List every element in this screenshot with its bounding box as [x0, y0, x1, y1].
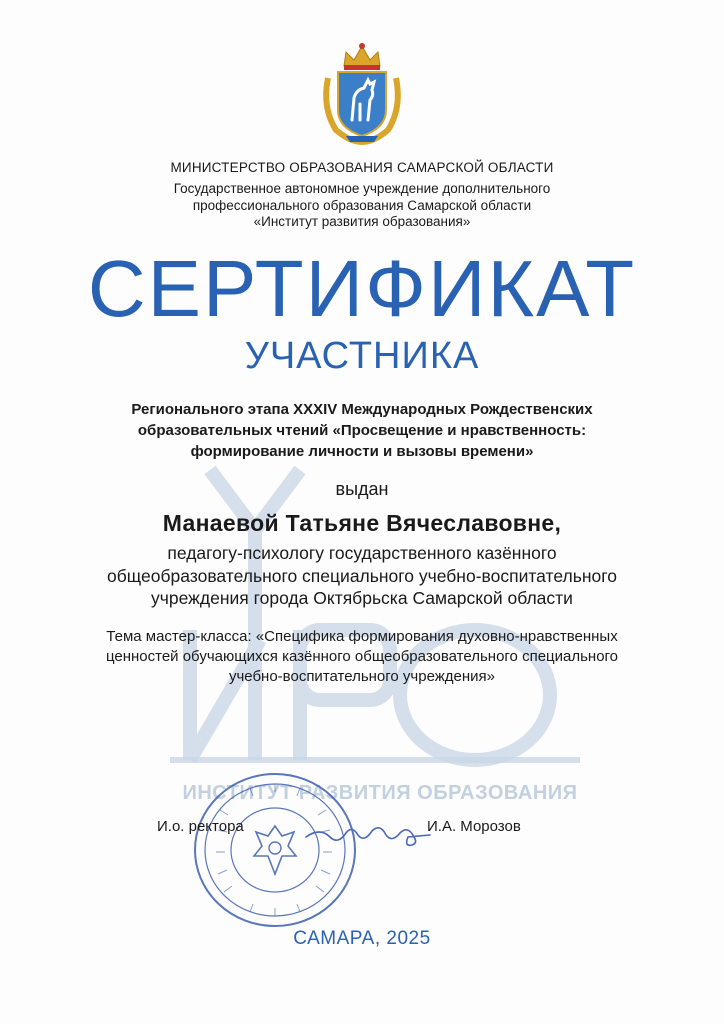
- topic-line: учебно-воспитательного учреждения»: [228, 668, 496, 685]
- event-description: [60, 399, 664, 462]
- event-line: образовательных чтений «Просвещение и нравственность:: [137, 422, 587, 439]
- recipient-name: Манаевой Татьяне Вячеславовне,: [162, 510, 562, 536]
- city-year: САМАРА, 2025: [293, 928, 431, 949]
- event-line: формирование личности и вызовы времени»: [190, 443, 534, 460]
- recipient-position: [60, 542, 664, 610]
- position-line: учреждения города Октябрьска Самарской области: [151, 588, 573, 608]
- samara-coat-of-arms-icon: [316, 38, 408, 146]
- topic-line: Тема мастер-класса: «Специфика формирования духовно-нравственных: [106, 628, 618, 645]
- institution-name: [0, 181, 724, 231]
- topic-line: ценностей обучающихся казённого общеобразовательного специального: [105, 648, 619, 665]
- ministry-name: МИНИСТЕРСТВО ОБРАЗОВАНИЯ САМАРСКОЙ ОБЛАСТИ: [170, 160, 554, 175]
- position-line: общеобразовательного специального учебно-воспитательного: [107, 565, 617, 586]
- masterclass-topic: [60, 627, 664, 687]
- signer-name: И.А. Морозов: [427, 818, 521, 835]
- handwritten-signature: [300, 815, 440, 855]
- institution-line: профессионального образования Самарской области: [192, 197, 532, 213]
- certificate-title: СЕРТИФИКАТ: [87, 244, 637, 333]
- watermark-text: ИНСТИТУТ РАЗВИТИЯ ОБРАЗОВАНИЯ: [182, 782, 578, 804]
- signer-role: И.о. ректора: [157, 818, 244, 835]
- event-line: Регионального этапа XXXIV Международных Рождественских: [131, 401, 593, 418]
- position-line: педагогу-психологу государственного казённого: [167, 543, 557, 563]
- certificate-subtitle: УЧАСТНИКА: [244, 335, 480, 377]
- issued-label: выдан: [335, 479, 389, 499]
- institution-line: «Институт развития образования»: [253, 214, 471, 229]
- institution-line: Государственное автономное учреждение дополнительного: [173, 181, 551, 196]
